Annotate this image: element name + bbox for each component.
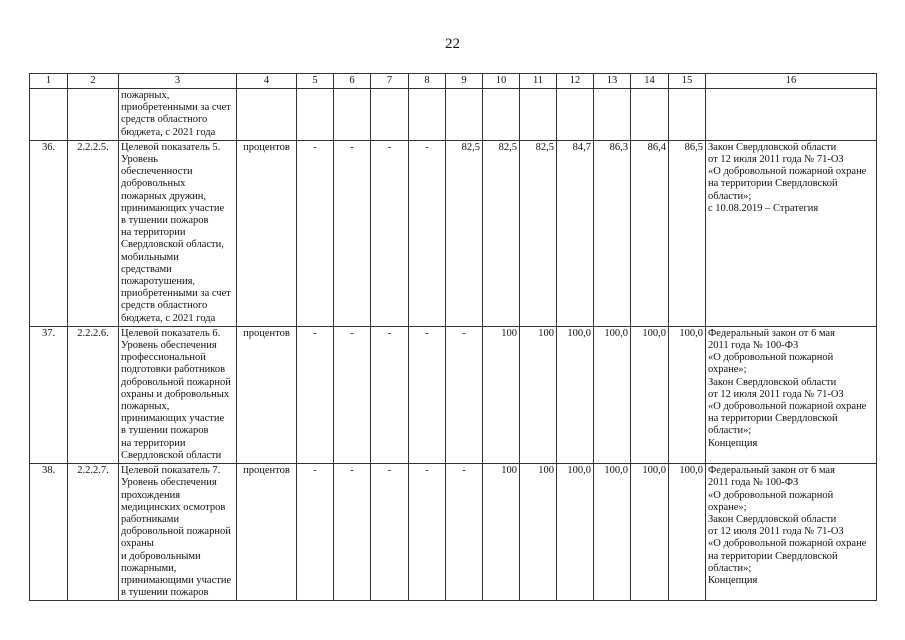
row-number: 38. (30, 464, 68, 601)
column-header: 5 (297, 74, 334, 89)
source-line: с 10.08.2019 – Стратегия (708, 202, 819, 214)
source-line: от 12 июля 2011 года № 71-ОЗ (708, 388, 844, 400)
value-cell: - (371, 464, 409, 601)
indicator-name-line: пожаротушения, (121, 276, 196, 288)
value-cell (557, 89, 594, 141)
value-cell: - (334, 464, 371, 601)
value-cell: 100 (520, 326, 557, 463)
indicator-name-line: пожарными, (121, 562, 177, 574)
column-header: 11 (520, 74, 557, 89)
value-cell: 86,5 (669, 140, 706, 326)
column-header: 8 (409, 74, 446, 89)
indicator-name-line: подготовки работников (121, 364, 226, 376)
indicator-name-line: добровольной пожарной (121, 526, 231, 538)
indicator-code: 2.2.2.6. (68, 326, 119, 463)
value-cell: 82,5 (483, 140, 520, 326)
source-line: Закон Свердловской области (708, 513, 837, 525)
source-line: охране»; (708, 364, 747, 376)
indicator-name-line: в тушении пожаров (121, 425, 209, 437)
indicator-name-line: обеспеченности (121, 166, 193, 178)
indicator-name-line: медицинских осмотров (121, 501, 226, 513)
indicator-name-line: в тушении пожаров (121, 587, 209, 599)
value-cell (371, 89, 409, 141)
value-cell: 100,0 (557, 326, 594, 463)
source-cell (706, 89, 877, 141)
indicator-name-line: принимающими участие (121, 574, 232, 586)
indicator-name-line: пожарных, (121, 90, 170, 101)
value-cell (409, 89, 446, 141)
indicator-name-line: бюджета, с 2021 года (121, 312, 216, 324)
value-cell: - (371, 326, 409, 463)
indicator-name-line: охраны и добровольных (121, 388, 230, 400)
row-number: 36. (30, 140, 68, 326)
row-number: 37. (30, 326, 68, 463)
table-row (30, 89, 877, 141)
value-cell: - (446, 326, 483, 463)
column-header: 4 (237, 74, 297, 89)
indicator-name-line: Уровень обеспечения (121, 340, 217, 352)
value-cell: 82,5 (520, 140, 557, 326)
source-line: «О добровольной пожарной охране (708, 401, 867, 413)
value-cell: 100,0 (631, 326, 669, 463)
table-row (30, 326, 877, 463)
indicator-name-line: приобретенными за счет (121, 102, 231, 114)
row-number (30, 89, 68, 141)
source-line: «О добровольной пожарной (708, 352, 834, 364)
value-cell: 100,0 (669, 464, 706, 601)
value-cell: 100 (520, 464, 557, 601)
value-cell: - (297, 140, 334, 326)
column-header: 2 (68, 74, 119, 89)
unit-cell (237, 89, 297, 141)
value-cell (594, 89, 631, 141)
indicators-table (29, 73, 877, 601)
indicator-name-line: прохождения (121, 489, 181, 501)
unit-cell: процентов (237, 326, 297, 463)
indicator-name-line: пожарных, (121, 401, 170, 413)
indicator-name-line: Целевой показатель 5. (121, 141, 221, 153)
indicator-name-line: бюджета, с 2021 года (121, 126, 216, 138)
indicator-name-line: в тушении пожаров (121, 215, 209, 227)
unit-cell: процентов (237, 140, 297, 326)
value-cell: - (446, 464, 483, 601)
indicator-name-line: мобильными (121, 251, 179, 263)
source-line: «О добровольной пожарной (708, 489, 834, 501)
indicator-name-line: принимающих участие (121, 413, 225, 425)
value-cell: 100,0 (631, 464, 669, 601)
value-cell: - (297, 464, 334, 601)
indicator-name-line: на территории (121, 437, 186, 449)
indicator-name-line: добровольных (121, 178, 186, 190)
source-cell (706, 464, 877, 601)
indicator-name-line: работниками (121, 513, 180, 525)
source-line: охране»; (708, 501, 747, 513)
value-cell (483, 89, 520, 141)
indicator-name-line: пожарных дружин, (121, 190, 207, 202)
indicator-name-line: средств областного (121, 114, 208, 126)
value-cell: 100,0 (594, 464, 631, 601)
indicator-name-line: Свердловской области, (121, 239, 224, 251)
source-line: области»; (708, 425, 752, 437)
indicator-name-line: на территории (121, 227, 186, 239)
value-cell: - (409, 140, 446, 326)
indicator-name-line: приобретенными за счет (121, 288, 231, 300)
source-line: Закон Свердловской области (708, 141, 837, 153)
value-cell: 84,7 (557, 140, 594, 326)
column-header: 14 (631, 74, 669, 89)
value-cell: 100,0 (557, 464, 594, 601)
source-line: «О добровольной пожарной охране (708, 538, 867, 550)
value-cell (297, 89, 334, 141)
page-number: 22 (445, 36, 460, 52)
value-cell: 86,4 (631, 140, 669, 326)
column-header: 7 (371, 74, 409, 89)
source-line: Федеральный закон от 6 мая (708, 327, 835, 339)
table-row (30, 140, 877, 326)
source-line: 2011 года № 100-ФЗ (708, 340, 799, 352)
value-cell (520, 89, 557, 141)
value-cell: - (334, 140, 371, 326)
indicator-name-line: и добровольными (121, 550, 201, 562)
indicator-name-line: средствами (121, 263, 172, 275)
value-cell: 100,0 (594, 326, 631, 463)
indicator-code: 2.2.2.5. (68, 140, 119, 326)
value-cell: - (409, 326, 446, 463)
indicator-name-line: Целевой показатель 7. (121, 465, 221, 477)
source-line: «О добровольной пожарной охране (708, 166, 867, 178)
unit-cell: процентов (237, 464, 297, 601)
indicator-name (119, 89, 237, 141)
indicator-name-line: профессиональной (121, 352, 206, 364)
column-header: 13 (594, 74, 631, 89)
indicator-code (68, 89, 119, 141)
source-line: области»; (708, 562, 752, 574)
value-cell: 86,3 (594, 140, 631, 326)
source-line: Концепция (708, 574, 758, 586)
value-cell: - (297, 326, 334, 463)
table-body (30, 89, 877, 601)
value-cell: 82,5 (446, 140, 483, 326)
indicator-name (119, 140, 237, 326)
column-header: 12 (557, 74, 594, 89)
indicator-name (119, 464, 237, 601)
source-cell (706, 140, 877, 326)
column-header: 10 (483, 74, 520, 89)
indicator-name-line: Целевой показатель 6. (121, 327, 221, 339)
indicator-name (119, 326, 237, 463)
value-cell: 100 (483, 464, 520, 601)
column-header: 6 (334, 74, 371, 89)
source-line: от 12 июля 2011 года № 71-ОЗ (708, 526, 844, 538)
source-line: на территории Свердловской (708, 550, 838, 562)
value-cell (334, 89, 371, 141)
indicator-name-line: добровольной пожарной (121, 376, 231, 388)
table-row (30, 464, 877, 601)
source-cell (706, 326, 877, 463)
value-cell: - (334, 326, 371, 463)
column-header: 16 (706, 74, 877, 89)
indicator-name-line: средств областного (121, 300, 208, 312)
indicator-code: 2.2.2.7. (68, 464, 119, 601)
column-header: 3 (119, 74, 237, 89)
source-line: Концепция (708, 437, 758, 449)
value-cell: 100 (483, 326, 520, 463)
column-number-row (30, 74, 877, 89)
indicator-name-line: Свердловской области (121, 449, 222, 461)
source-line: 2011 года № 100-ФЗ (708, 477, 799, 489)
source-line: на территории Свердловской (708, 178, 838, 190)
source-line: на территории Свердловской (708, 413, 838, 425)
value-cell: 100,0 (669, 326, 706, 463)
value-cell: - (371, 140, 409, 326)
source-line: области»; (708, 190, 752, 202)
source-line: Закон Свердловской области (708, 376, 837, 388)
value-cell (669, 89, 706, 141)
value-cell (446, 89, 483, 141)
source-line: от 12 июля 2011 года № 71-ОЗ (708, 154, 844, 166)
value-cell (631, 89, 669, 141)
indicator-name-line: Уровень (121, 154, 158, 166)
indicator-name-line: принимающих участие (121, 202, 225, 214)
indicator-name-line: Уровень обеспечения (121, 477, 217, 489)
indicator-name-line: охраны (121, 538, 154, 550)
column-header: 15 (669, 74, 706, 89)
source-line: Федеральный закон от 6 мая (708, 465, 835, 477)
column-header: 9 (446, 74, 483, 89)
column-header: 1 (30, 74, 68, 89)
value-cell: - (409, 464, 446, 601)
